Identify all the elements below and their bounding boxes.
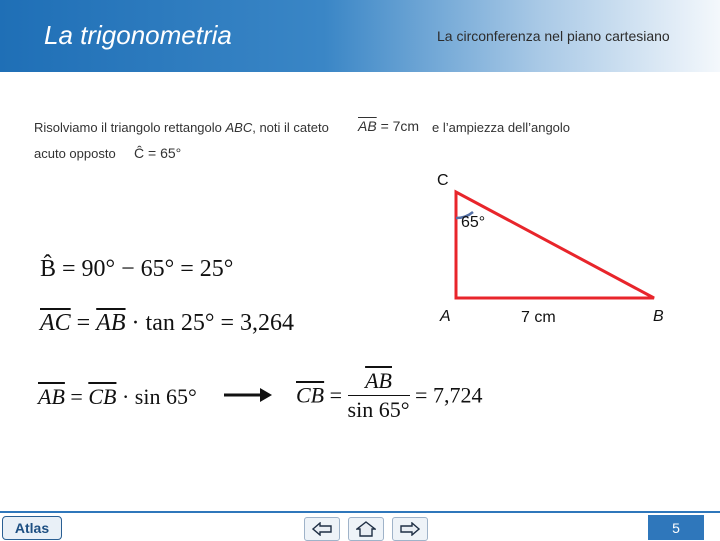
intro-text-end: e l’ampiezza dell’angolo (432, 120, 571, 135)
triangle-name: ABC (225, 120, 253, 135)
segment-cb: $\overline{CB}$ (296, 382, 325, 408)
formula-cb (296, 368, 482, 423)
formula-ac (40, 310, 294, 337)
intro-line-1 (34, 120, 329, 135)
right-triangle-figure (440, 180, 700, 320)
page-title: La trigonometria (44, 20, 232, 50)
segment-ab: $\overline{AB}$ (96, 310, 126, 336)
segment-cb: $\overline{CB}$ (88, 384, 117, 409)
segment-ab: $\overline{AB}$ (38, 384, 65, 409)
side-ab-label: 7 cm (521, 309, 556, 326)
intro-text-mid: , noti il cateto (252, 120, 329, 135)
next-slide-button[interactable] (392, 517, 428, 541)
prev-slide-button[interactable] (304, 517, 340, 541)
implies-arrow-icon (224, 385, 274, 405)
home-icon (356, 521, 376, 537)
equals-sign: = (64, 384, 89, 409)
equals-sign: = (70, 310, 97, 336)
angle-formula: Ĉ = 65° (134, 145, 182, 161)
formula-angle-b-text: B̂ = 90° − 65° = 25° (40, 256, 234, 282)
arrow-right-icon (400, 522, 420, 536)
atlas-logo: Atlas (2, 516, 62, 540)
page-subtitle: La circonferenza nel piano cartesiano (437, 28, 670, 44)
formula-ac-rest: · tan 25° = 3,264 (125, 310, 294, 336)
segment-ab: $\overline{AB}$ (365, 368, 392, 393)
formula-ab-sin (38, 384, 197, 410)
intro-text: Risolviamo il triangolo rettangolo (34, 120, 226, 135)
cathetus-formula: $\overline{AB} = 7cm$ (358, 118, 420, 134)
footer-divider (0, 511, 720, 513)
equals-sign: = (324, 382, 348, 408)
triangle-abc (456, 192, 654, 298)
formula-cb-result: = 7,724 (409, 382, 483, 408)
angle-c-label: 65° (461, 214, 486, 231)
segment-ac: $\overline{AC}$ (40, 310, 71, 336)
formula-ab-sin-rest: · sin 65° (116, 384, 197, 409)
formula-angle-b (40, 256, 233, 283)
fraction (348, 368, 410, 423)
vertex-c-label: C (437, 172, 449, 189)
arrow-left-icon (312, 522, 332, 536)
page-number: 5 (648, 515, 704, 540)
home-button[interactable] (348, 517, 384, 541)
fraction-denominator: sin 65° (347, 397, 410, 422)
vertex-b-label: B (653, 308, 664, 325)
header-bar (0, 0, 720, 72)
intro-line-2: acuto opposto (34, 146, 116, 161)
vertex-a-label: A (440, 308, 451, 325)
